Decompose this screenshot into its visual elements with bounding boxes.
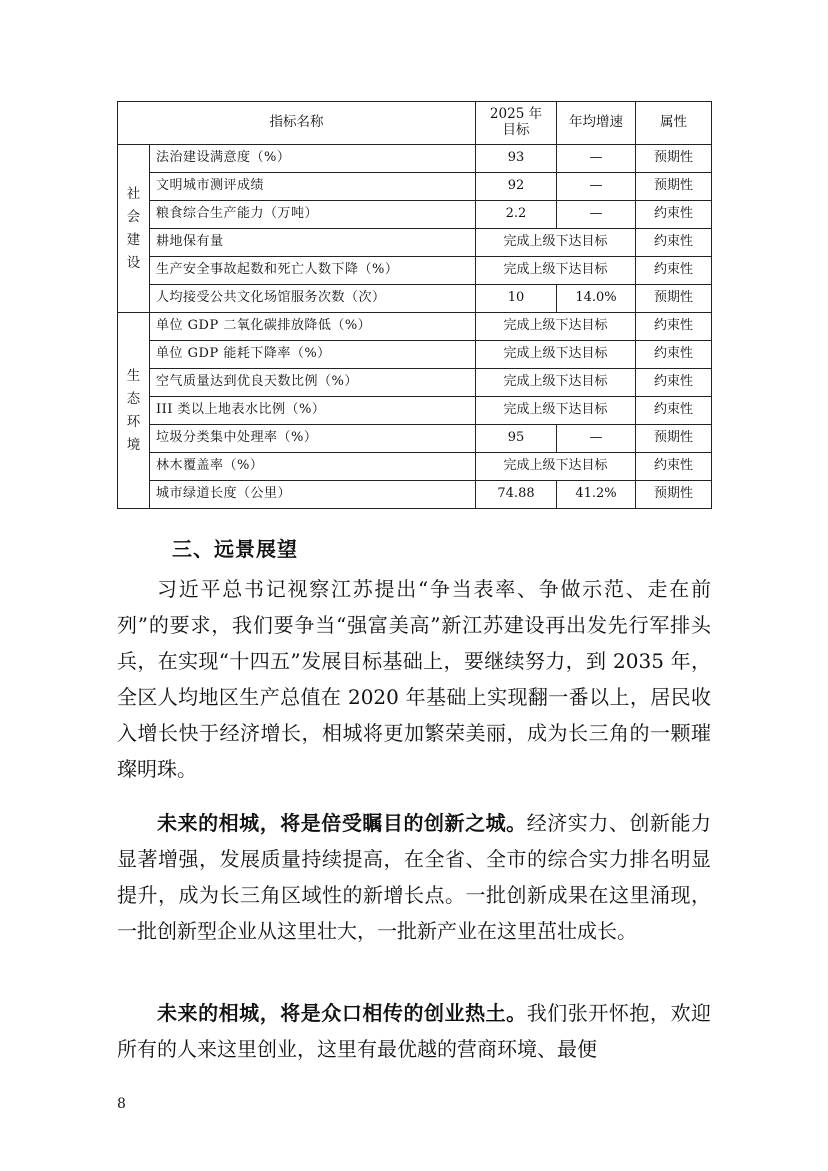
table-row bbox=[118, 369, 712, 397]
growth-rate-cell: — bbox=[557, 201, 636, 229]
indicator-name-cell: 法治建设满意度（%） bbox=[150, 145, 476, 173]
table-row bbox=[118, 425, 712, 453]
table-row bbox=[118, 201, 712, 229]
target-value-cell: 74.88 bbox=[476, 481, 557, 509]
category-char: 建 bbox=[126, 231, 141, 248]
target-merged-cell: 完成上级下达目标 bbox=[476, 229, 636, 257]
attribute-cell: 预期性 bbox=[636, 425, 712, 453]
growth-rate-cell: — bbox=[557, 425, 636, 453]
attribute-cell: 约束性 bbox=[636, 453, 712, 481]
growth-rate-cell: 14.0% bbox=[557, 285, 636, 313]
target-value-cell: 95 bbox=[476, 425, 557, 453]
indicator-name-cell: 生产安全事故起数和死亡人数下降（%） bbox=[150, 257, 476, 285]
target-value-cell: 92 bbox=[476, 173, 557, 201]
attribute-cell: 预期性 bbox=[636, 145, 712, 173]
paragraph-text: 经济实力、创新能力显著增强，发展质量持续提高，在全省、全市的综合实力排名明显提升，成为长三角区域性的新增长点。一批创新成果在这里涌现，一批创新型企业从这里壮大，一批新产业在这里茁壮成长。 bbox=[117, 811, 712, 943]
attribute-cell: 约束性 bbox=[636, 369, 712, 397]
target-value-cell: 10 bbox=[476, 285, 557, 313]
paragraph-startup-land bbox=[117, 995, 711, 1067]
target-value-cell: 93 bbox=[476, 145, 557, 173]
table-row bbox=[118, 229, 712, 257]
attribute-cell: 约束性 bbox=[636, 341, 712, 369]
page-number: 8 bbox=[117, 1096, 126, 1112]
table-row bbox=[118, 173, 712, 201]
paragraph-vision: 习近平总书记视察江苏提出“争当表率、争做示范、走在前列”的要求，我们要争当“强富美高”新江苏建设再出发先行军排头兵，在实现“十四五”发展目标基础上，要继续努力，到 2035 年，全区人均地区生产总值在 2020 年基础上实现翻一番以上，居民收入增长快于经济增长，相城将更加繁荣美丽，成为长三角的一颗璀璨明珠。 bbox=[117, 577, 711, 781]
target-value-cell: 2.2 bbox=[476, 201, 557, 229]
paragraph-lead: 未来的相城，将是倍受瞩目的创新之城。 bbox=[157, 811, 527, 835]
target-merged-cell: 完成上级下达目标 bbox=[476, 369, 636, 397]
attribute-cell: 预期性 bbox=[636, 173, 712, 201]
header-target-label: 目标 bbox=[502, 122, 530, 138]
paragraph-lead: 未来的相城，将是众口相传的创业热土。 bbox=[157, 1001, 527, 1025]
indicator-name-cell: 城市绿道长度（公里） bbox=[150, 481, 476, 509]
target-merged-cell: 完成上级下达目标 bbox=[476, 313, 636, 341]
table-row bbox=[118, 257, 712, 285]
category-char: 态 bbox=[126, 390, 141, 407]
growth-rate-cell: — bbox=[557, 145, 636, 173]
attribute-cell: 约束性 bbox=[636, 257, 712, 285]
header-growth: 年均增速 bbox=[557, 102, 636, 145]
indicator-name-cell: III 类以上地表水比例（%） bbox=[150, 397, 476, 425]
attribute-cell: 预期性 bbox=[636, 285, 712, 313]
header-target-year: 2025 年 bbox=[489, 106, 543, 123]
table-row bbox=[118, 145, 712, 173]
paragraph-text: 我们张开怀抱，欢迎所有的人来这里创业，这里有最优越的营商环境、最便 bbox=[117, 1001, 712, 1061]
table-header-row bbox=[118, 102, 712, 145]
indicator-name-cell: 粮食综合生产能力（万吨） bbox=[150, 201, 476, 229]
attribute-cell: 约束性 bbox=[636, 397, 712, 425]
indicator-table bbox=[117, 101, 712, 509]
table-row bbox=[118, 481, 712, 509]
indicator-name-cell: 单位 GDP 能耗下降率（%） bbox=[150, 341, 476, 369]
target-merged-cell: 完成上级下达目标 bbox=[476, 257, 636, 285]
category-char: 设 bbox=[126, 254, 141, 271]
category-cell bbox=[118, 145, 150, 313]
target-merged-cell: 完成上级下达目标 bbox=[476, 341, 636, 369]
indicator-name-cell: 垃圾分类集中处理率（%） bbox=[150, 425, 476, 453]
category-char: 境 bbox=[126, 436, 141, 453]
growth-rate-cell: 41.2% bbox=[557, 481, 636, 509]
header-attribute: 属性 bbox=[636, 102, 712, 145]
table-row bbox=[118, 453, 712, 481]
category-char: 会 bbox=[126, 208, 141, 225]
category-char: 环 bbox=[126, 413, 141, 430]
indicator-name-cell: 人均接受公共文化场馆服务次数（次） bbox=[150, 285, 476, 313]
section-title: 三、远景展望 bbox=[172, 537, 298, 561]
table-row bbox=[118, 397, 712, 425]
indicator-name-cell: 空气质量达到优良天数比例（%） bbox=[150, 369, 476, 397]
indicator-name-cell: 林木覆盖率（%） bbox=[150, 453, 476, 481]
table-row bbox=[118, 341, 712, 369]
attribute-cell: 预期性 bbox=[636, 481, 712, 509]
category-char: 生 bbox=[126, 367, 141, 384]
indicator-name-cell: 文明城市测评成绩 bbox=[150, 173, 476, 201]
attribute-cell: 约束性 bbox=[636, 229, 712, 257]
table-row bbox=[118, 313, 712, 341]
table-body bbox=[118, 145, 712, 509]
indicator-name-cell: 耕地保有量 bbox=[150, 229, 476, 257]
growth-rate-cell: — bbox=[557, 173, 636, 201]
attribute-cell: 约束性 bbox=[636, 201, 712, 229]
header-target bbox=[476, 102, 557, 145]
header-indicator-name: 指标名称 bbox=[118, 102, 476, 145]
attribute-cell: 约束性 bbox=[636, 313, 712, 341]
paragraph-innovation-city bbox=[117, 805, 711, 949]
category-cell bbox=[118, 313, 150, 509]
indicator-name-cell: 单位 GDP 二氧化碳排放降低（%） bbox=[150, 313, 476, 341]
target-merged-cell: 完成上级下达目标 bbox=[476, 453, 636, 481]
category-char: 社 bbox=[126, 185, 141, 202]
table-row bbox=[118, 285, 712, 313]
target-merged-cell: 完成上级下达目标 bbox=[476, 397, 636, 425]
